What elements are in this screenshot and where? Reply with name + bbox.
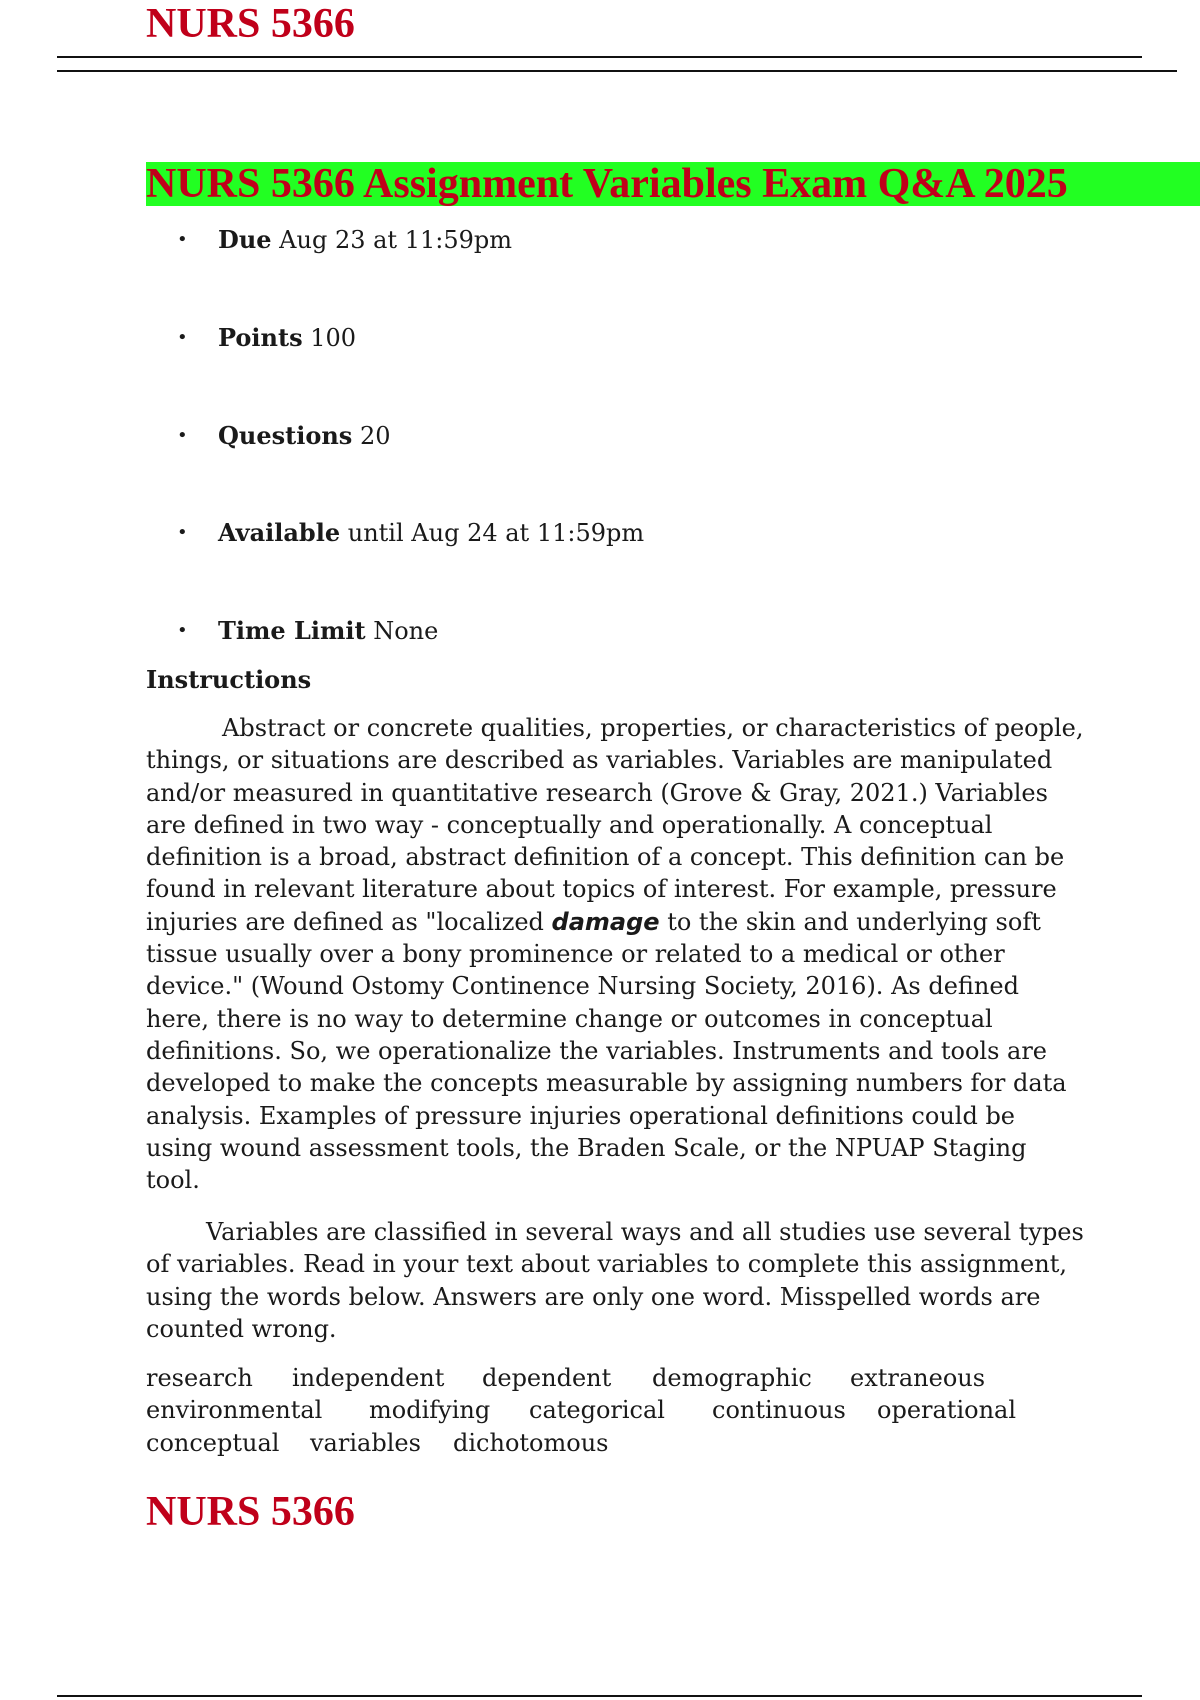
header-rule-top (57, 56, 1142, 58)
header-course-code: NURS 5366 (146, 1, 355, 47)
bullet-icon: • (177, 229, 188, 250)
word-bank-row (146, 1427, 1066, 1459)
word-bank-item: environmental (146, 1396, 323, 1425)
word-bank-item: independent (292, 1364, 445, 1392)
meta-value: Aug 23 at 11:59pm (279, 226, 512, 254)
document-title: NURS 5366 Assignment Variables Exam Q&A 2025 (146, 162, 1200, 206)
paragraph-text: Variables are classified in several ways and all studies use several types of variables. Read in your text about variables to complete this assignment, using the words below. Answers are only one word. Misspelled words are counted wrong. (146, 1218, 1084, 1343)
footer-rule (57, 1695, 1142, 1697)
word-bank-row (146, 1394, 1066, 1426)
instructions-heading: Instructions (146, 665, 312, 694)
word-bank (146, 1362, 1066, 1459)
meta-label: Due (218, 225, 272, 254)
meta-label: Available (218, 518, 341, 547)
word-bank-item: dichotomous (453, 1428, 609, 1457)
bullet-icon: • (177, 327, 188, 348)
word-bank-item: dependent (482, 1364, 612, 1392)
word-bank-item: demographic (652, 1364, 812, 1392)
meta-value: 20 (359, 422, 391, 450)
paragraph-text: Abstract or concrete qualities, properties, or characteristics of people, things, or situations are described as variables. Variables are manipulated and/or measured in quantitative research (Grove & Gray, 2021.) Variables are defined in two way - conceptually and operationally. A conceptual definition is a broad, abstract definition of a concept. This definition can be found in relevant literature about topics of interest. For example, pressure injuries are defined as "localized (146, 714, 1084, 936)
word-bank-row (146, 1362, 1066, 1394)
instructions-paragraph-1 (146, 712, 1086, 1196)
meta-value: 100 (310, 324, 357, 352)
word-bank-item: modifying (369, 1396, 491, 1425)
word-bank-item: extraneous (850, 1364, 986, 1392)
word-bank-item: categorical (529, 1396, 665, 1425)
paragraph-text: to the skin and underlying soft tissue usually over a bony prominence or related to a medical or other device." (Wound Ostomy Continence Nursing Society, 2016). As defined here, there is no way to determine change or outcomes in conceptual definitions. So, we operationalize the variables. Instruments and tools are developed to make the concepts measurable by assigning numbers for data analysis. Examples of pressure injuries operational definitions could be using wound assessment tools, the Braden Scale, or the NPUAP Staging tool. (146, 907, 1067, 1195)
meta-label: Questions (218, 421, 353, 450)
word-bank-item: operational (877, 1396, 1017, 1425)
meta-label: Time Limit (218, 616, 366, 645)
word-bank-item: conceptual (146, 1428, 280, 1457)
word-bank-item: research (146, 1364, 253, 1392)
bullet-icon: • (177, 522, 188, 543)
meta-value: until Aug 24 at 11:59pm (347, 519, 645, 547)
meta-value: None (373, 617, 439, 645)
instructions-paragraph-2 (146, 1216, 1086, 1345)
footer-course-code: NURS 5366 (146, 1489, 355, 1535)
emphasis-text: damage (551, 907, 660, 936)
word-bank-item: continuous (712, 1396, 846, 1425)
header-rule-bottom (57, 70, 1177, 72)
word-bank-item: variables (310, 1428, 421, 1457)
meta-label: Points (218, 323, 303, 352)
bullet-icon: • (177, 620, 188, 641)
bullet-icon: • (177, 425, 188, 446)
